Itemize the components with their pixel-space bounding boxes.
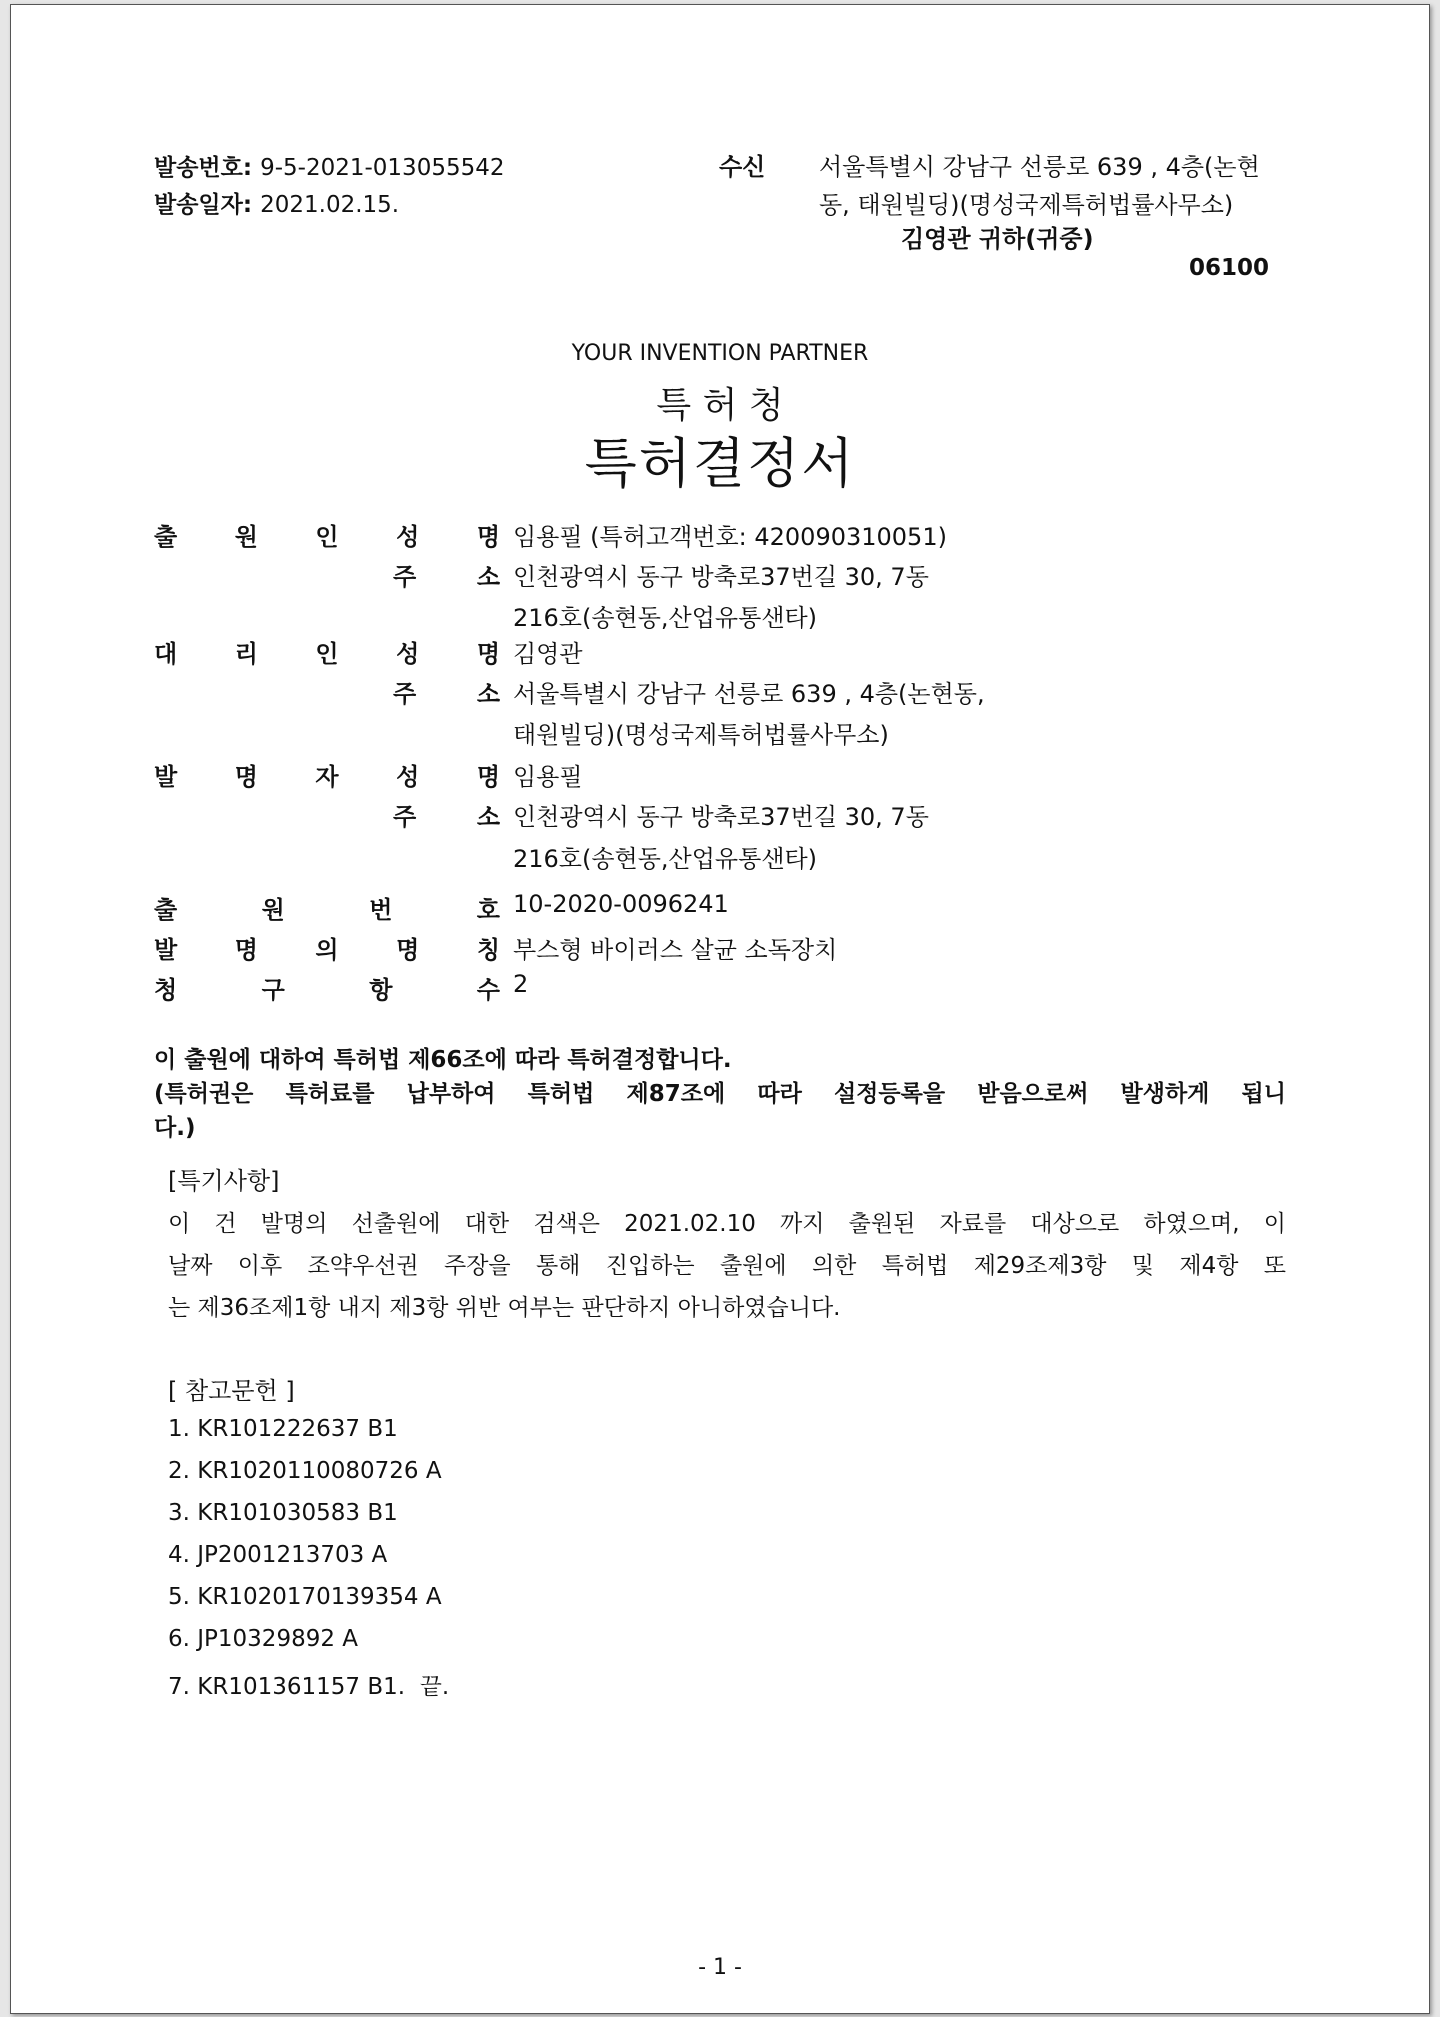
decision-line3: 다.) bbox=[154, 1115, 196, 1141]
reference-item: 7. KR101361157 B1. 끝. bbox=[168, 1674, 450, 1700]
slogan: YOUR INVENTION PARTNER bbox=[571, 341, 869, 366]
office-name: 특 허 청 bbox=[656, 385, 784, 426]
inventor-name-label: 발 명 자 성 명 bbox=[154, 763, 500, 791]
decision-line1: 이 출원에 대하여 특허법 제66조에 따라 특허결정합니다. bbox=[154, 1047, 732, 1073]
invention-title-label: 발 명 의 명 칭 bbox=[154, 936, 500, 964]
send-number: 발송번호: 9-5-2021-013055542 bbox=[154, 155, 505, 181]
reference-item: 4. JP2001213703 A bbox=[168, 1542, 388, 1568]
notes-heading: [특기사항] bbox=[168, 1167, 280, 1195]
notes-line1: 이 건 발명의 선출원에 대한 검색은 2021.02.10 까지 출원된 자료를 대상으로 하였으며, 이 bbox=[168, 1211, 1286, 1237]
claims-label: 청 구 항 수 bbox=[154, 976, 500, 1004]
send-date-value: 2021.02.15. bbox=[260, 192, 400, 218]
agent-name-label: 대 리 인 성 명 bbox=[154, 640, 500, 668]
applicant-name-label: 출 원 인 성 명 bbox=[154, 523, 500, 551]
page-number: - 1 - bbox=[698, 1955, 742, 1980]
application-number: 10-2020-0096241 bbox=[513, 890, 729, 918]
invention-title: 부스형 바이러스 살균 소독장치 bbox=[513, 936, 838, 964]
agent-address-line1: 서울특별시 강남구 선릉로 639 , 4층(논현동, bbox=[513, 680, 985, 708]
recipient-address-line1: 서울특별시 강남구 선릉로 639 , 4층(논현 bbox=[819, 153, 1260, 181]
agent-address-label: 주 소 bbox=[393, 680, 500, 708]
document-page bbox=[10, 4, 1430, 2014]
recipient-label: 수신 bbox=[719, 153, 766, 181]
notes-line2: 날짜 이후 조약우선권 주장을 통해 진입하는 출원에 의한 특허법 제29조제3항 및 제4항 또 bbox=[168, 1253, 1286, 1279]
reference-item: 2. KR1020110080726 A bbox=[168, 1458, 442, 1484]
inventor-name: 임용필 bbox=[513, 763, 583, 791]
inventor-address-line2: 216호(송현동,산업유통샌타) bbox=[513, 845, 818, 873]
document-title: 특허결정서 bbox=[584, 432, 856, 495]
send-number-value: 9-5-2021-013055542 bbox=[260, 155, 505, 181]
reference-item: 5. KR1020170139354 A bbox=[168, 1584, 442, 1610]
notes-line3: 는 제36조제1항 내지 제3항 위반 여부는 판단하지 아니하였습니다. bbox=[168, 1295, 841, 1321]
inventor-address-line1: 인천광역시 동구 방축로37번길 30, 7동 bbox=[513, 803, 929, 831]
applicant-address-line2: 216호(송현동,산업유통샌타) bbox=[513, 604, 818, 632]
applicant-address-label: 주 소 bbox=[393, 563, 500, 591]
decision-line2: (특허권은 특허료를 납부하여 특허법 제87조에 따라 설정등록을 받음으로써 발생하게 됩니 bbox=[154, 1081, 1286, 1107]
send-number-label: 발송번호 bbox=[154, 155, 243, 181]
reference-item: 6. JP10329892 A bbox=[168, 1626, 359, 1652]
applicant-name: 임용필 (특허고객번호: 420090310051) bbox=[513, 523, 947, 551]
send-date-label: 발송일자 bbox=[154, 192, 243, 218]
applicant-address-line1: 인천광역시 동구 방축로37번길 30, 7동 bbox=[513, 563, 929, 591]
reference-item: 1. KR101222637 B1 bbox=[168, 1416, 398, 1442]
application-number-label: 출 원 번 호 bbox=[154, 896, 500, 924]
claims-count: 2 bbox=[513, 970, 529, 998]
send-date: 발송일자: 2021.02.15. bbox=[154, 192, 400, 218]
agent-address-line2: 태원빌딩)(명성국제특허법률사무소) bbox=[513, 721, 889, 749]
references-heading: [ 참고문헌 ] bbox=[168, 1377, 295, 1405]
agent-name: 김영관 bbox=[513, 640, 583, 668]
inventor-address-label: 주 소 bbox=[393, 803, 500, 831]
reference-item: 3. KR101030583 B1 bbox=[168, 1500, 398, 1526]
recipient-name: 김영관 귀하(귀중) bbox=[901, 225, 1094, 253]
recipient-address-line2: 동, 태원빌딩)(명성국제특허법률사무소) bbox=[819, 191, 1234, 219]
postal-code: 06100 bbox=[1188, 255, 1269, 281]
